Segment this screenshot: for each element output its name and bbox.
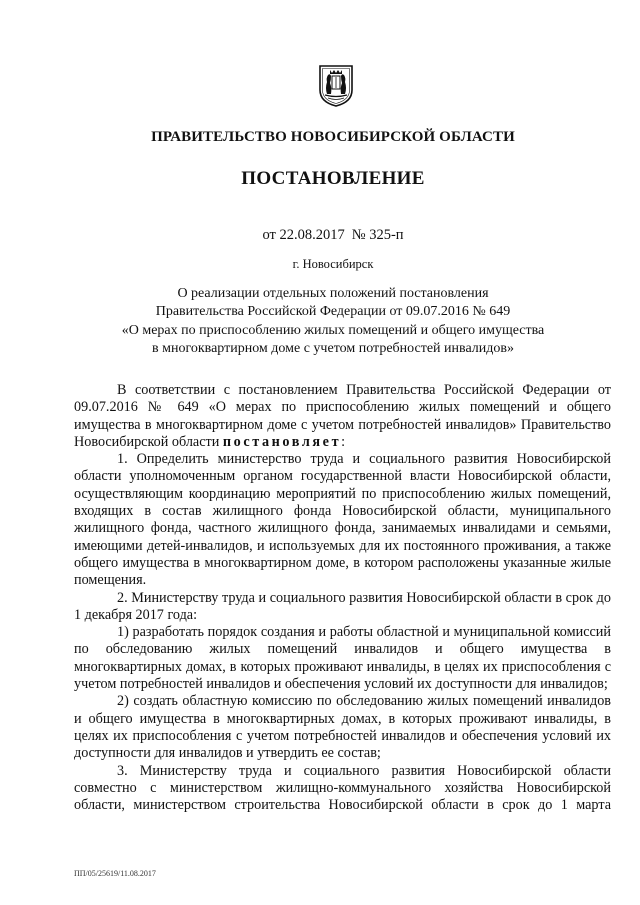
document-city: г. Новосибирск bbox=[292, 257, 374, 271]
document-type-title: ПОСТАНОВЛЕНИЕ bbox=[241, 168, 425, 189]
paragraph-item-1: 1. Определить министерство труда и социального развития Новосибирской области уполномоченным органом государственной власти Новосибирской области, осуществляющим координацию мероприятий по приспособлению жилых помещений, входящих в состав жилищного фонда Новосибирской области, муниципального жилищного фонда, частного жилищного фонда, занимаемых инвалидами и семьями, имеющими детей-инвалидов, и используемых для их постоянного проживания, а также общего имущества в многоквартирном доме, в котором расположены указанные жилые помещения. bbox=[74, 451, 611, 589]
coat-of-arms-icon bbox=[318, 64, 354, 108]
document-date-number bbox=[0, 227, 640, 244]
subject-line: в многоквартирном доме с учетом потребностей инвалидов» bbox=[151, 340, 514, 356]
decree-word: постановляет bbox=[222, 433, 342, 450]
subject-line: «О мерах по приспособлению жилых помещений и общего имущества bbox=[121, 322, 545, 338]
subject-line: О реализации отдельных положений постановления bbox=[177, 286, 489, 301]
document-date: от 22.08.2017 bbox=[262, 227, 345, 243]
paragraph-item-2-2: 2) создать областную комиссию по обследованию жилых помещений инвалидов и общего имущества в многоквартирных домах, в которых проживают инвалиды, в целях их приспособления с учетом потребностей инвалидов и обеспечения условий их доступности для инвалидов и утвердить ее состав; bbox=[74, 693, 611, 762]
paragraph-item-2-1: 1) разработать порядок создания и работы областной и муниципальной комиссий по обследованию жилых помещений инвалидов и общего имущества в многоквартирных домах, в которых проживают инвалиды, в целях их приспособления с учетом потребностей инвалидов и обеспечения условий их доступности для инвалидов; bbox=[74, 624, 611, 693]
document-subject bbox=[0, 285, 640, 358]
document-number: № 325-п bbox=[351, 227, 404, 243]
government-name: ПРАВИТЕЛЬСТВО НОВОСИБИРСКОЙ ОБЛАСТИ bbox=[151, 129, 515, 145]
subject-line: Правительства Российской Федерации от 09.07.2016 № 649 bbox=[155, 304, 511, 320]
footer-document-code: ПП/05/25619/11.08.2017 bbox=[74, 869, 156, 878]
preamble-text: В соответствии с постановлением Правительства Российской Федерации от 09.07.2016 № 649 «О мерах по приспособлению жилых помещений и общего имущества в многоквартирном доме с учетом потребностей инвалидов» Правительство Новосибирской области bbox=[74, 382, 611, 450]
document-body bbox=[74, 382, 611, 814]
paragraph-item-2: 2. Министерству труда и социального развития Новосибирской области в срок до 1 декабря 2017 года: bbox=[74, 589, 611, 623]
decree-colon: : bbox=[341, 433, 346, 450]
preamble-paragraph bbox=[74, 382, 611, 451]
paragraph-item-3: 3. Министерству труда и социального развития Новосибирской области совместно с министерством жилищно-коммунального хозяйства Новосибирской области, министерством строительства Новосибирской области в срок до 1 марта bbox=[74, 762, 611, 814]
